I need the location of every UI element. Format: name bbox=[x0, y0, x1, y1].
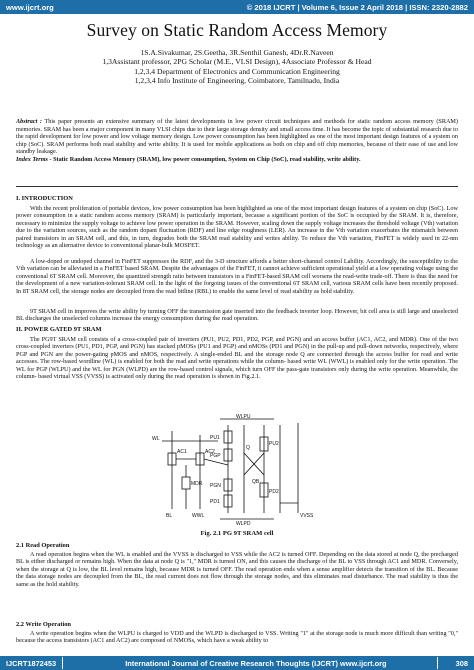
abstract-label: Abstract : bbox=[16, 118, 42, 125]
read-paragraph: A read operation begins when the WL is enabled and the VVSS is discharged to VSS while the AC2 is turned OFF. Depending on the data stored at node Q, the precharged BL is either discharged or remains high. When the data at node Q is "1," MDR is turned ON, and this causes the discharge of the BL to VSS through AC1 and MDR. Conversely, when the storage at Q is low, the BL level remains high, because MDR is turned OFF. The read operation ends when a sense amplifier detects the transition of the BL. Because the data storage nodes are decoupled from the BL, the read current does not flow through the storage nodes, and this eliminates read disturbance. The read stability is thus the same as the hold stability. bbox=[16, 551, 458, 588]
affiliation-1: 1,3Assistant professor, 2PG Scholar (M.E., VLSI Design), 4Associate Professor & Head bbox=[102, 57, 372, 67]
abstract bbox=[16, 118, 458, 164]
label-ac2: AC2 bbox=[205, 449, 215, 455]
label-pd2: PD2 bbox=[269, 489, 279, 495]
paper-title: Survey on Static Random Access Memory bbox=[86, 20, 388, 40]
pg9t-sram-cell-schematic bbox=[148, 413, 326, 526]
affiliation-3: 1,2,3,4 Info Institute of Engineering, Coimbatore, Tamilnadu, India bbox=[134, 76, 340, 86]
footer-page-number: 308 bbox=[455, 658, 468, 668]
intro-paragraph-1: With the recent proliferation of portable devices, low power consumption has been highlighted as one of the most important design features of a system on chip (SoC). Low power consumption in a static random access memory (SRAM) is particularly important, because a significant portion of the SoC is occupied by the SRAM. It is, therefore, necessary to minimize the supply voltage to achieve low power operation in the SRAM. However, scaling down the supply voltage increases the threshold voltage (Vth) variation due to the variation sources, such as the random dopant fluctuation (RDF) and line edge roughness (LER). An increase in the Vth variation exacerbates the mismatch between paired transistors in an SRAM cell, and this, in turn, degrades both the SRAM read stability and writes ability. To reduce the Vth variation, FinFET is widely used in 22-nm technology as an alternative device to conventional planar-bulk MOSFET. bbox=[16, 205, 458, 250]
label-ac1: AC1 bbox=[177, 449, 187, 455]
label-pu2: PU2 bbox=[269, 441, 279, 447]
abstract-text: This paper presents an extensive summary of the latest developments in low power circuit techniques and methods for static random access memory (SRAM) memories. SRAM has been a major component in many VLSI chips due to their large storage density and small access time. It has become the topic of substantial research due to the rapid development for low power and low voltage memory design. Low power consumption has been highlighted as one of the most important design features of a system on chip (SoC). SRAM performs both read stability and write ability. It is used for mobile applications as both on chip and off chip memories, because of their ease of use and low standby leakage. bbox=[16, 118, 458, 156]
pg9t-paragraph: The PG9T SRAM cell consists of a cross-coupled pair of inverters (PU1, PU2, PD1, PD2, PGP, and PGN) and an access buffer (AC1, AC2, and MDR). One of the two cross-coupled inverters (PU1, PD1, PGP, and PGN) has stacked pMOSs (PU1 and PGP) and nMOSs (PD1 and PGN) in the pull-up and pull-down networks, respectively, where PGP and PGN are the power-gating pMOS and nMOS, respectively. A single-ended BL and the storage node Q are connected through the access buffer for read and write accesses. The row-based wordline (WL) is enabled for both the read and write operations while the column- based write WL (WWL) is enabled only for the write operation. The WL for PGP (WLPU) and the WL for PGN (WLPD) are the row-based control signals, which turn OFF the pass-gate transistors only during the write operation. Meanwhile, the column- based virtual VSS (VVSS) is activated only during the read operation is shown in Fig.2.1. bbox=[16, 336, 458, 381]
label-pgp: PGP bbox=[210, 453, 221, 459]
label-bl: BL bbox=[166, 513, 173, 519]
footer-journal-name[interactable]: International Journal of Creative Research Thoughts (IJCRT) www.ijcrt.org bbox=[125, 658, 387, 668]
affiliation-2: 1,2,3,4 Department of Electronics and Communication Engineering bbox=[134, 66, 340, 76]
figure-caption: Fig. 2.1 PG 9T SRAM cell bbox=[200, 530, 274, 537]
label-vvss: VVSS bbox=[300, 513, 314, 519]
index-terms-label: Index Terms bbox=[16, 155, 48, 163]
intro-paragraph-3: 9T SRAM cell in improves the write ability by turning OFF the transmission gate inserted into the feedback inverter loop. However, bit cell area is still large and unselected BL discharges the unselected columns increase the energy consumption during the read operation. bbox=[16, 308, 458, 323]
footer-separator bbox=[62, 657, 75, 669]
section-heading-pg9t: II. POWER GATED 9T SRAM bbox=[16, 326, 102, 333]
label-pgn: PGN bbox=[210, 483, 221, 489]
footer-separator bbox=[437, 657, 450, 669]
site-link[interactable]: www.ijcrt.org bbox=[6, 2, 54, 12]
section-heading-introduction: I. INTRODUCTION bbox=[16, 195, 73, 202]
label-wwl: WWL bbox=[192, 513, 205, 519]
journal-header-bar bbox=[0, 0, 474, 14]
subsection-heading-write: 2.2 Write Operation bbox=[16, 621, 71, 628]
journal-info: © 2018 IJCRT | Volume 6, Issue 2 April 2018 | ISSN: 2320-2882 bbox=[246, 2, 468, 12]
subsection-heading-read: 2.1 Read Operation bbox=[16, 542, 70, 549]
write-paragraph: A write operation begins when the WLPU is charged to VDD and the WLPD is discharged to VSS. Writing "1" at the storage node is much more difficult than writing "0," because the access transistors (AC1 and AC2) are composed of NMOSs, which have a weak ability to bbox=[16, 630, 458, 645]
author-block bbox=[0, 48, 474, 86]
authors-line: 1S.A.Sivakumar, 2S.Geetha, 3R.Senthil Ganesh, 4Dr.R.Naveen bbox=[140, 48, 334, 57]
label-wl: WL bbox=[152, 436, 160, 442]
label-mdr: MDR bbox=[191, 481, 203, 487]
label-wlpu: WLPU bbox=[236, 414, 251, 420]
label-pd1: PD1 bbox=[210, 499, 220, 505]
label-q: Q bbox=[246, 445, 250, 451]
intro-paragraph-2: A low-doped or undoped channel in FinFET suppresses the RDF, and the 3-D structure affords a better short-channel control Lability. Accordingly, the susceptibility to the Vth variation can be alleviated in a FinFET based SRAM. Despite the advantages of the FinFET, it cannot achieve sufficient operational yield at a low operating voltage using the conventional 6T SRAM cell. Moreover, the quantized strength ratio between transistors in a FinFET-based SRAM cell worsens the read-write trade-off. There is thus the need for the development of a new variation-tolerant SRAM cell. In the light of the forgoing issues of the conventional 6T SRAM cell, various SRAM cells have been recently proposed. In 8T SRAM cell, the storage nodes are decoupled from the read bitline (RBL) to enable the same level of read stability as hold stability. bbox=[16, 258, 458, 295]
label-pu1: PU1 bbox=[210, 435, 220, 441]
journal-footer-bar bbox=[0, 656, 474, 670]
label-qb: QB bbox=[252, 479, 260, 485]
label-wlpd: WLPD bbox=[236, 521, 251, 526]
footer-paper-id: IJCRT1872453 bbox=[6, 658, 57, 668]
index-terms: - Static Random Access Memory (SRAM), low power consumption, System on Chip (SoC), read stability, write ability. bbox=[47, 155, 361, 163]
abstract-divider bbox=[16, 186, 458, 187]
